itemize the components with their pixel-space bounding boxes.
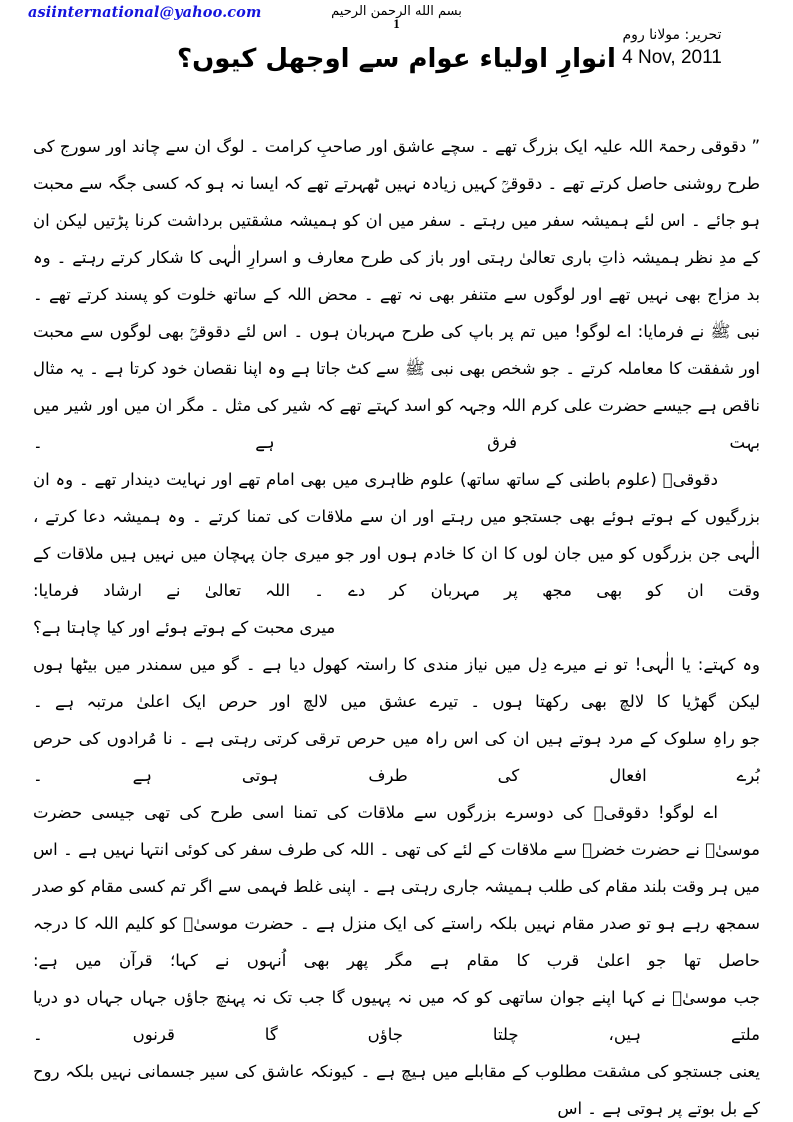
paragraph: اے لوگو! دقوقیؒ کی دوسرے بزرگوں سے ملاقات کی تمنا اسی طرح کی تھی جیسی حضرت موسیٰؑ نے حضرت خضرؑ سے ملاقات کے لئے کی تھی ۔ اللہ کی طرف سفر کی کوئی انتہا نہیں ہے ۔ اس میں ہر وقت بلند مقام کی طلب ہمیشہ جاری رہتی ہے ۔ اپنی غلط فہمی سے اگر تم کسی مقام کو صدر سمجھ رہے ہو تو صدر مقام نہیں بلکہ راستے کی ایک منزل ہے ۔ حضرت موسیٰؑ کو کلیم اللہ کا درجہ حاصل تھا جو اعلیٰ قرب کا مقام ہے مگر پھر بھی اُنہوں نے کہا؛ قرآن میں ہے: (33, 803, 760, 970)
contact-email: asiinternational@yahoo.com (28, 4, 262, 21)
article-body (33, 128, 760, 1122)
paragraph: جب موسیٰؑ نے کہا اپنے جوان ساتھی کو کہ میں نہ پہیوں گا جب تک نہ پہنچ جاؤں جہاں جہاں دو دریا ملتے ہیں، چلتا جاؤں گا قرنوں ۔ (33, 988, 760, 1044)
bismillah-heading: بسم الله الرحمن الرحيم (331, 4, 462, 19)
author-label: تحریر: مولانا روم (622, 27, 722, 43)
page-number: 1 (393, 16, 400, 31)
paragraph: دقوقیؒ (علوم باطنی کے ساتھ ساتھ) علوم ظاہری میں بھی امام تھے اور نہایت دیندار تھے ۔ وہ ان بزرگیوں کے ہوتے ہوئے بھی جستجو میں رہتے اور ان سے ملاقات کی تمنا کرتے ۔ وہ ہمیشہ دعا کرتے ، الٰہی جن بزرگوں کو میں جان لوں کا ان کا خادم ہوں اور جو میری جان پہچان میں نہیں ہیں ملاقات کے وقت ان کو بھی مجھ پر مہربان کر دے ۔ اللہ تعالیٰ نے ارشاد فرمایا: (33, 470, 760, 600)
page-header (0, 0, 793, 120)
paragraph: یعنی جستجو کی مشقت مطلوب کے مقابلے میں ہیچ ہے ۔ کیونکہ عاشق کی سیر جسمانی نہیں بلکہ روح کے بل بوتے پر ہوتی ہے ۔ اس (33, 1062, 760, 1118)
paragraph: ” دقوقی رحمۃ اللہ علیہ ایک بزرگ تھے ۔ سچے عاشق اور صاحبِ کرامت ۔ لوگ ان سے چاند اور سورج کی طرح روشنی حاصل کرتے تھے ۔ دقوقیؒ کہیں زیادہ نہیں ٹھہرتے تھے کہ ایسا نہ ہو کہ کسی جگہ سے محبت ہو جائے ۔ اس لئے ہمیشہ سفر میں رہتے ۔ سفر میں ان کو ہمیشہ مشقتیں برداشت کرنا پڑتیں لیکن ان کے مدِ نظر ہمیشہ ذاتِ باری تعالیٰ رہتی اور باز کی طرح معارف و اسرارِ الٰہی کا شکار کرتے رہتے ۔ وہ بد مزاج بھی نہیں تھے اور لوگوں سے متنفر بھی نہ تھے ۔ محض اللہ کے ساتھ خلوت کو پسند کرتے تھے ۔ نبی ﷺ نے فرمایا: اے لوگو! میں تم پر باپ کی طرح مہربان ہوں ۔ اس لئے دقوقیؒ بھی لوگوں سے محبت اور شفقت کا معاملہ کرتے ۔ جو شخص بھی نبی ﷺ سے کٹ جاتا ہے وہ اپنا نقصان خود کرتا ہے ۔ یہ مثال ناقص ہے جیسے حضرت علی کرم اللہ وجہہ کو اسد کہتے تھے کہ شیر کی مثل ۔ مگر ان میں اور شیر میں بہت فرق ہے ۔ (33, 137, 760, 452)
paragraph: میری محبت کے ہوتے ہوئے اور کیا چاہتا ہے؟ (33, 618, 336, 637)
paragraph: جو راہِ سلوک کے مرد ہوتے ہیں ان کی اس راہ میں حرص ترقی کرتی رہتی ہے ۔ نا مُرادوں کی حرص بُرے افعال کی طرف ہوتی ہے ۔ (33, 729, 760, 785)
paragraph: وہ کہتے: یا الٰہی! تو نے میرے دِل میں نیاز مندی کا راستہ کھول دیا ہے ۔ گو میں سمندر میں بیٹھا ہوں لیکن گھڑیا کا لالچ بھی رکھتا ہوں ۔ تیرے عشق میں لالچ اور حرص ایک اعلیٰ مرتبہ ہے ۔ (33, 655, 760, 711)
page-title: انوارِ اولیاء عوام سے اوجھل کیوں؟ (177, 44, 616, 74)
publication-date: 4 Nov, 2011 (622, 46, 722, 68)
